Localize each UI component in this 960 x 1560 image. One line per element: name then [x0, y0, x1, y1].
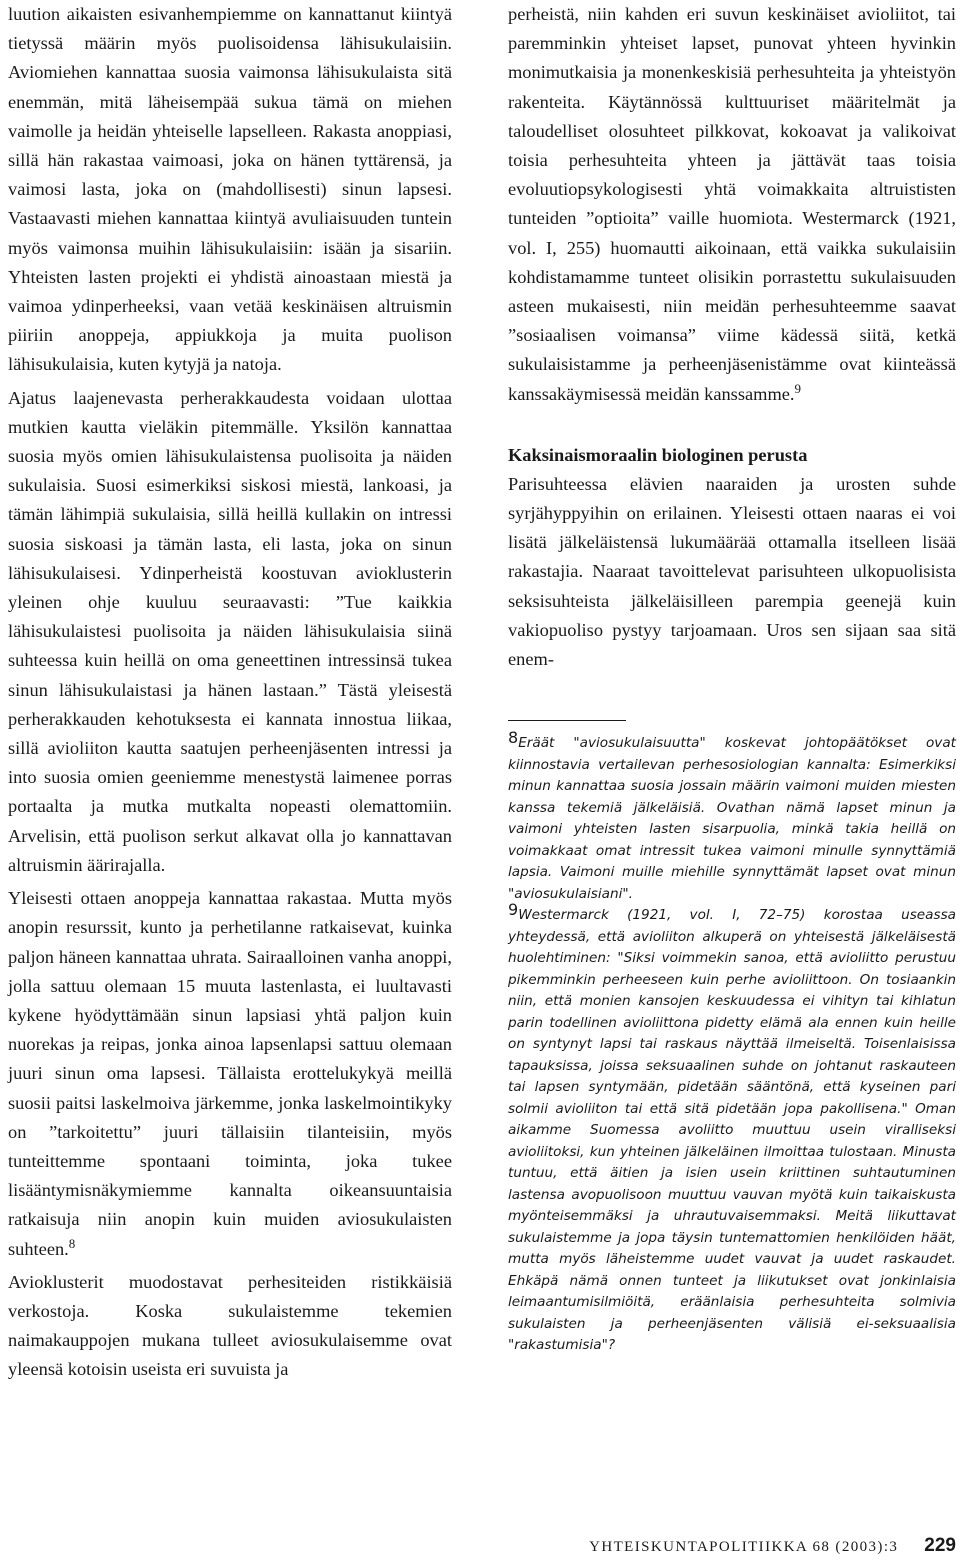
footnote	[508, 900, 956, 1357]
page-footer	[510, 1535, 956, 1559]
page-number: 229	[924, 1535, 956, 1556]
footnote-text: Westermarck (1921, vol. I, 72–75) korostaa useassa yhteydessä, että avioliiton alkuperä on yhteisestä jälkeläisestä huolehtiminen: "Siksi voimmekin sanoa, että avioliitto perustuu pikemminkin perheeseen kuin perhe avioliittoon. On tosiaankin niin, että monien kansojen keskuudessa ei vihityn tai kihlatun parin todellinen avioliittona pidetty elämä ala ennen kuin heille on syntynyt lapsi tai raskaus näyttää ilmeiseltä. Toisenlaisissa tapauksissa, joissa seksuaalinen suhde on johtanut raskauteen tai lapsen syntymään, pidetään sääntönä, että kyseinen pari solmii avioliiton tai että sitä pidetään jopa pakollisena." Oman aikamme Suomessa avoliitto muuttuu usein viralliseksi avioliitoksi, kun yhteinen jälkeläinen ilmoittaa tulostaan. Minusta tuntuu, että äitien ja isien usein kriittinen suhtautuminen lastensa avopuolisoon muuttuu vauvan myötä kuin taikaiskusta myönteisemmäksi ja uhrautuvaisemmaksi. Meitä liikuttavat sukulaistemme ja jopa täysin tuntemattomien henkilöiden häät, mutta myös läheistemme uudet vauvat ja uudet raskaudet. Ehkäpä nämä onnen tunteet ja liikutukset ovat jonkinlaisia leimaantumisilmiöitä, eräänlaisia perhesuhteita solmivia sukulaisten ja perheenjäsenten välisiä ei-seksuaalisia "rakastumisia"?	[508, 907, 956, 1354]
right-column	[508, 0, 956, 1357]
footnote-mark: 9	[508, 900, 519, 920]
footnote-divider	[508, 720, 626, 721]
paragraph: Ajatus laajenevasta perherakkaudesta voidaan ulottaa mutkien kautta vieläkin pitemmälle. Yksilön kannattaa suosia myös omien lähisukulaistensa puolisoita ja näiden sukulaisia. Suosi esimerkiksi siskosi miestä, lankoasi, ja tämän lähimpiä sukulaisia, sillä heillä kullakin on intressi suosia siskoasi ja tämän lasta, eli lasta, joka on sinun lähisukulaisesi. Ydinperheistä koostuvan avioklusterin yleinen ohje kuuluu seuraavasti: ”Tue kaikkia lähisukulaistesi puolisoita ja näiden lähisukulaisia siinä suhteessa kuin heillä on oma geneettinen intressinsä tukea sinun lähisukulaistasi ja hänen lastaan.” Tästä yleisestä perherakkauden kehotuksesta ei kannata innostua liikaa, sillä avioliiton kautta saatujen perheenjäsenten intressi ja into suosia omien geeniemme menestystä laimenee porras portaalta ja mutka mutkalta nopeasti olemattomiin. Arvelisin, että puolison serkut alkavat olla jo kannattavan altruismin äärirajalla.	[8, 387, 452, 875]
footnote-ref[interactable]: 9	[794, 380, 802, 396]
footnote	[508, 728, 956, 905]
footnote-ref[interactable]: 8	[68, 1235, 76, 1251]
paragraph	[8, 884, 452, 1264]
section-heading: Kaksinaismoraalin biologinen perusta	[508, 444, 808, 465]
footnote-text: Eräät "aviosukulaisuutta" koskevat johtopäätökset ovat kiinnostavia vertailevan perhesosiologian kannalta: Esimerkiksi minun kannattaa suosia jossain määrin vaimoni muiden miesten kanssa tekemiä jälkeläisiä. Ovathan nämä lapset minun ja vaimoni yhteisten lasten sisarpuolia, minkä takia heillä on voimakkaat omat intressit tukea vaimoni minulle synnyttämiä lapsia. Vaimoni muille miehille synnyttämät lapset ovat minun "aviosukulaisiani".	[508, 735, 956, 902]
paragraph: Avioklusterit muodostavat perhesiteiden ristikkäisiä verkostoja. Koska sukulaistemme tekemien naimakauppojen mukana tulleet aviosukulaisemme ovat yleensä kotoisin useista eri suvuista ja	[8, 1271, 452, 1380]
paragraph	[508, 0, 956, 409]
paragraph-text: Yleisesti ottaen anoppeja kannattaa rakastaa. Mutta myös anopin resurssit, kunto ja perhetilanne ratkaisevat, kuinka paljon häneen kannattaa uhrata. Sairaalloinen vanha anoppi, jolla sattuu olemaan 15 muuta lastenlasta, ei luultavasti kykene hyödyttämään sinun lapsiasi yhtä paljon kuin nuorekas ja reipas, jonka ainoa lapsenlapsi sattuu olemaan juuri sinun oma lapsesi. Tällaista erottelukykyä meillä suosii paitsi laskelmoiva järkemme, jonka laskelmointikyky on ”tarkoitettu” juuri tällaisiin tilanteisiin, myös tunteittemme spontaani toiminta, joka tukee lisääntymisnäkymiemme kannalta oikeansuuntaisia ratkaisuja niin anopin kuin muiden aviosukulaisten suhteen.	[8, 888, 452, 1259]
left-column	[8, 0, 452, 1385]
journal-name: YHTEISKUNTAPOLITIIKKA 68 (2003):3	[589, 1539, 899, 1555]
footnote-mark: 8	[508, 728, 519, 748]
paragraph: luution aikaisten esivanhempiemme on kannattanut kiintyä tietyssä määrin myös puolisoidensa lähisukulaisiin. Aviomiehen kannattaa suosia vaimonsa lähisukulaista sitä enemmän, mitä läheisempää sukua tämä on miehen vaimolle ja heidän yhteiselle lapselleen. Rakasta anoppiasi, sillä hän rakastaa vaimoasi, joka on hänen tyttärensä, ja vaimosi lasta, joka on (mahdollisesti) sinun lapsesi. Vastaavasti miehen kannattaa kiintyä avuliaisuuden tuntein myös vaimonsa muihin lähisukulaisiin: isään ja sisariin. Yhteisten lasten projekti ei yhdistä ainoastaan miestä ja vaimoa ydinperheeksi, vaan vetää keskinäisen altruismin piiriin anoppeja, appiukkoja ja muita puolison lähisukulaisia, kuten kytyjä ja natoja.	[8, 4, 452, 375]
paragraph: Parisuhteessa elävien naaraiden ja urosten suhde syrjähyppyihin on erilainen. Yleisesti ottaen naaras ei voi lisätä jälkeläistensä lukumäärää ottamalla itselleen lisää rakastajia. Naaraat tavoittelevat parisuhteen ulkopuolisista seksisuhteista jälkeläisilleen parempia geenejä kuin vakiopuoliso pystyy tarjoamaan. Uros sen sijaan saa sitä enem-	[508, 473, 956, 670]
paragraph-text: perheistä, niin kahden eri suvun keskinäiset avioliitot, tai paremminkin yhteiset lapset, punovat yhteen hyvinkin monimutkaisia ja monenkeskisiä perhesuhteita ja yhteistyön rakenteita. Käytännössä kulttuuriset määritelmät ja taloudelliset olosuhteet pilkkovat, kokoavat ja valikoivat toisia perhesuhteita yhteen ja jättävät taas toisia evoluutiopsykologisesti yhtä voimakkaita altruististen tunteiden ”optioita” vaille huomiota. Westermarck (1921, vol. I, 255) huomautti aikoinaan, että vaikka sukulaisiin kohdistamamme tunteet olisikin porrastettu sukulaisuuden asteen mukaisesti, niin meidän perhesuhteemme saavat ”sosiaalisen voimansa” viime kädessä siitä, ketkä sukulaisistamme ja perheenjäsenistämme ovat kiinteässä kanssakäymisessä meidän kanssamme.	[508, 4, 956, 404]
